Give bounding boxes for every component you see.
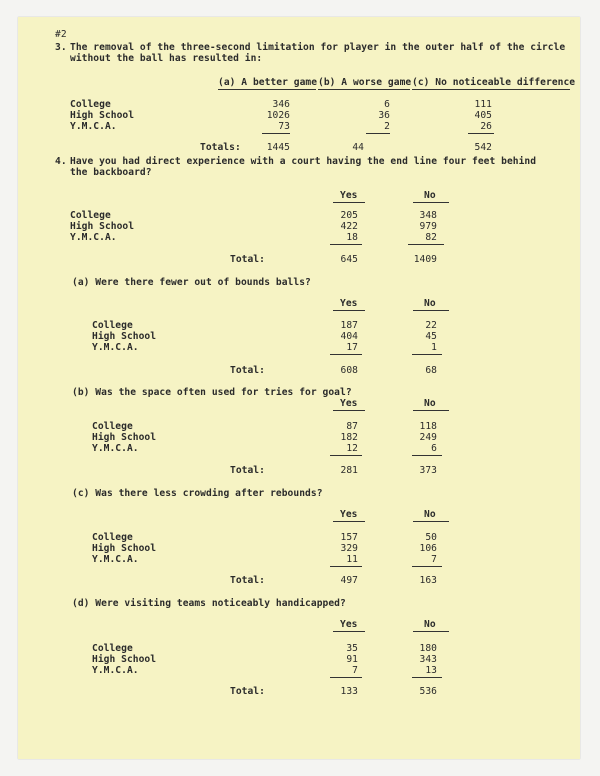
q4-no-header: No: [424, 190, 436, 201]
qd-no-underline: [413, 631, 449, 632]
qb-cell-yes: 182: [340, 432, 358, 443]
qd-cell-no: 180: [419, 643, 437, 654]
q3-col-a-sum-rule: [262, 133, 290, 134]
q4-cell-yes: 422: [340, 221, 358, 232]
qb-cell-yes: 12: [346, 443, 358, 454]
q3-line2: without the ball has resulted in:: [70, 53, 263, 64]
q3-col-b-sum-rule: [366, 133, 390, 134]
qa-total-label: Total:: [230, 365, 265, 376]
qa-no-header: No: [424, 298, 436, 309]
q3-total-b: 44: [352, 142, 364, 153]
qb-cell-no: 118: [419, 421, 437, 432]
qa-cell-yes: 404: [340, 331, 358, 342]
q3-cell-c: 405: [474, 110, 492, 121]
qc-cell-yes: 329: [340, 543, 358, 554]
qa-cell-no: 45: [425, 331, 437, 342]
q4-row-label: High School: [70, 221, 135, 232]
q4-total-no: 1409: [413, 254, 437, 265]
q3-row-label: Y.M.C.A.: [70, 121, 117, 132]
qa-total-no: 68: [425, 365, 437, 376]
q4-no-sum-rule: [408, 244, 444, 245]
qb-row-label: Y.M.C.A.: [92, 443, 139, 454]
q4-line2: the backboard?: [70, 167, 152, 178]
qa-question: (a) Were there fewer out of bounds balls?: [72, 277, 311, 288]
q3-col-c-underline: [412, 89, 570, 90]
qd-row-label: High School: [92, 654, 157, 665]
q4-yes-sum-rule: [330, 244, 362, 245]
q3-total-a: 1445: [266, 142, 290, 153]
qb-total-no: 373: [419, 465, 437, 476]
qa-no-underline: [413, 310, 449, 311]
q3-col-c-header: (c) No noticeable difference: [412, 77, 576, 88]
qb-yes-header: Yes: [340, 398, 358, 409]
q3-cell-a: 1026: [266, 110, 290, 121]
qa-total-yes: 608: [340, 365, 358, 376]
qc-row-label: High School: [92, 543, 157, 554]
q3-number: 3.: [55, 42, 67, 53]
qc-yes-sum-rule: [330, 566, 362, 567]
q3-col-b-header: (b) A worse game: [318, 77, 412, 88]
qc-row-label: College: [92, 532, 133, 543]
qa-row-label: College: [92, 320, 133, 331]
q3-row-label: High School: [70, 110, 135, 121]
qc-cell-no: 106: [419, 543, 437, 554]
qd-question: (d) Were visiting teams noticeably handicapped?: [72, 598, 346, 609]
qd-row-label: Y.M.C.A.: [92, 665, 139, 676]
qc-total-no: 163: [419, 575, 437, 586]
qc-cell-no: 50: [425, 532, 437, 543]
qb-no-underline: [413, 410, 449, 411]
qd-total-label: Total:: [230, 686, 265, 697]
qd-row-label: College: [92, 643, 133, 654]
q4-cell-no: 82: [425, 232, 437, 243]
q3-cell-b: 6: [384, 99, 390, 110]
qb-cell-yes: 87: [346, 421, 358, 432]
qb-row-label: High School: [92, 432, 157, 443]
q3-col-c-sum-rule: [468, 133, 494, 134]
qb-yes-underline: [333, 410, 365, 411]
qd-yes-header: Yes: [340, 619, 358, 630]
q4-cell-yes: 205: [340, 210, 358, 221]
qa-row-label: High School: [92, 331, 157, 342]
q4-total-yes: 645: [340, 254, 358, 265]
qd-no-sum-rule: [412, 677, 442, 678]
q4-yes-header: Yes: [340, 190, 358, 201]
qc-yes-header: Yes: [340, 509, 358, 520]
qc-cell-no: 7: [431, 554, 437, 565]
q3-total-c: 542: [474, 142, 492, 153]
q4-row-label: College: [70, 210, 111, 221]
qc-no-underline: [413, 521, 449, 522]
qb-cell-no: 6: [431, 443, 437, 454]
qd-total-no: 536: [419, 686, 437, 697]
qd-cell-yes: 91: [346, 654, 358, 665]
qc-total-label: Total:: [230, 575, 265, 586]
qd-yes-underline: [333, 631, 365, 632]
qc-no-sum-rule: [412, 566, 442, 567]
qc-cell-yes: 157: [340, 532, 358, 543]
qa-no-sum-rule: [412, 354, 442, 355]
q3-cell-a: 346: [272, 99, 290, 110]
qa-cell-yes: 17: [346, 342, 358, 353]
qb-yes-sum-rule: [330, 455, 362, 456]
q3-cell-b: 36: [378, 110, 390, 121]
q3-col-a-underline: [218, 89, 316, 90]
qc-question: (c) Was there less crowding after rebounds?: [72, 488, 323, 499]
qd-total-yes: 133: [340, 686, 358, 697]
q3-totals-label: Totals:: [200, 142, 241, 153]
q3-col-b-underline: [318, 89, 410, 90]
qb-row-label: College: [92, 421, 133, 432]
qc-no-header: No: [424, 509, 436, 520]
qa-yes-underline: [333, 310, 365, 311]
q4-cell-no: 348: [419, 210, 437, 221]
q3-cell-c: 26: [480, 121, 492, 132]
q4-no-underline: [413, 202, 449, 203]
qc-yes-underline: [333, 521, 365, 522]
qa-yes-header: Yes: [340, 298, 358, 309]
qa-cell-no: 22: [425, 320, 437, 331]
qa-row-label: Y.M.C.A.: [92, 342, 139, 353]
q4-cell-yes: 18: [346, 232, 358, 243]
qd-no-header: No: [424, 619, 436, 630]
q3-line1: The removal of the three-second limitation for player in the outer half of the circle: [70, 42, 566, 53]
qd-cell-no: 343: [419, 654, 437, 665]
qb-question: (b) Was the space often used for tries for goal?: [72, 387, 352, 398]
qb-total-yes: 281: [340, 465, 358, 476]
qa-cell-no: 1: [431, 342, 437, 353]
q4-cell-no: 979: [419, 221, 437, 232]
qd-cell-yes: 7: [352, 665, 358, 676]
q3-row-label: College: [70, 99, 111, 110]
qd-cell-no: 13: [425, 665, 437, 676]
q4-total-label: Total:: [230, 254, 265, 265]
q4-number: 4.: [55, 156, 67, 167]
qd-yes-sum-rule: [330, 677, 362, 678]
qd-cell-yes: 35: [346, 643, 358, 654]
qb-no-header: No: [424, 398, 436, 409]
qa-cell-yes: 187: [340, 320, 358, 331]
q3-cell-a: 73: [278, 121, 290, 132]
q4-line1: Have you had direct experience with a court having the end line four feet behind: [70, 156, 537, 167]
q3-cell-c: 111: [474, 99, 492, 110]
qa-yes-sum-rule: [330, 354, 362, 355]
page-mark: #2: [55, 29, 67, 40]
qc-cell-yes: 11: [346, 554, 358, 565]
q4-row-label: Y.M.C.A.: [70, 232, 117, 243]
qb-no-sum-rule: [412, 455, 442, 456]
q3-col-a-header: (a) A better game: [218, 77, 318, 88]
q3-cell-b: 2: [384, 121, 390, 132]
qb-cell-no: 249: [419, 432, 437, 443]
qc-row-label: Y.M.C.A.: [92, 554, 139, 565]
qb-total-label: Total:: [230, 465, 265, 476]
q4-yes-underline: [333, 202, 365, 203]
qc-total-yes: 497: [340, 575, 358, 586]
